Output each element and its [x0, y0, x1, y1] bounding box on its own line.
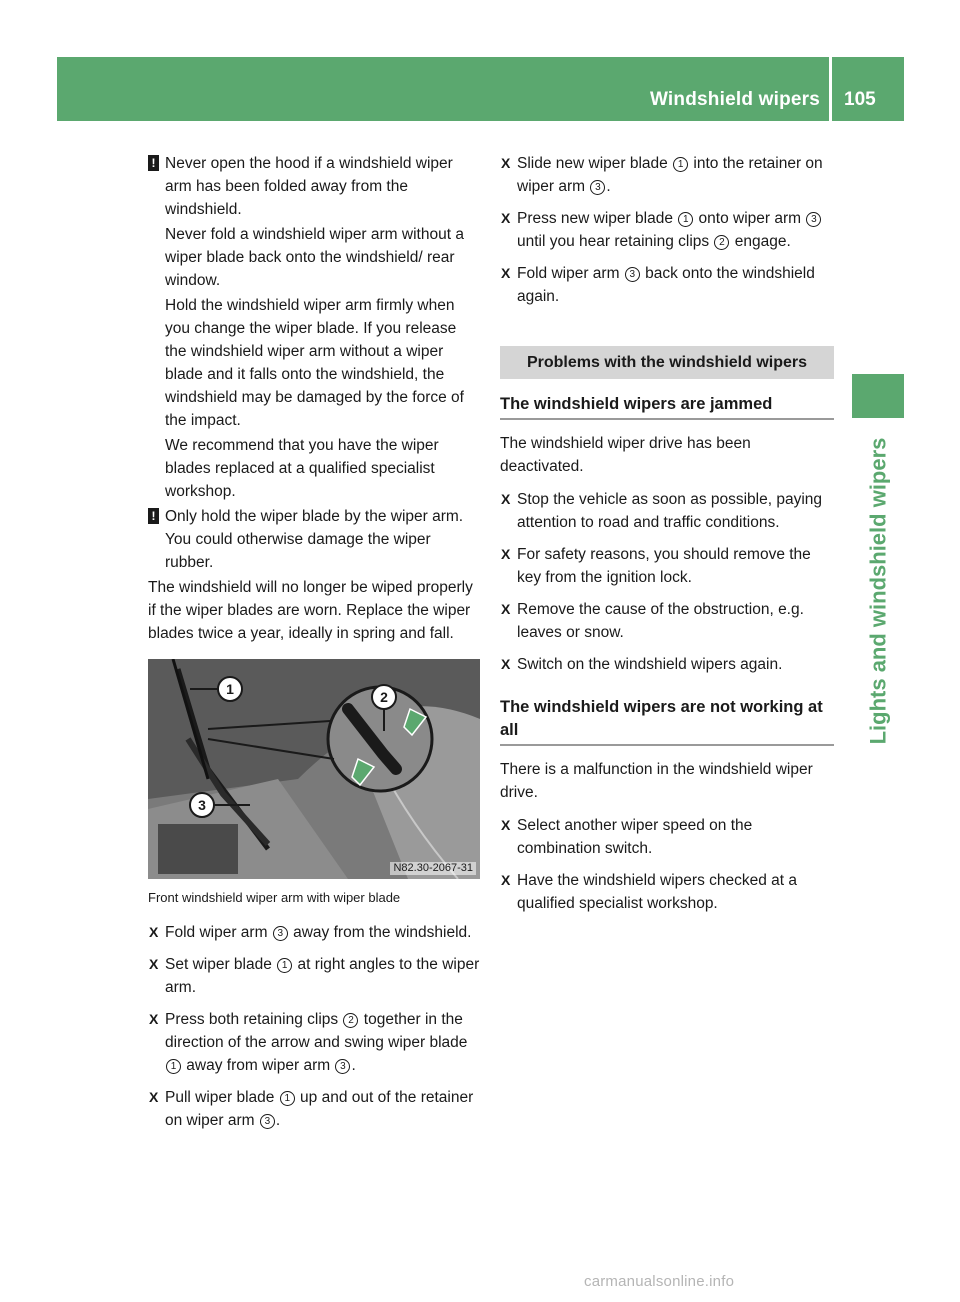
- reference-number: 1: [673, 157, 688, 172]
- step-text: away from the windshield.: [288, 924, 472, 941]
- step-marker-icon: X: [501, 872, 511, 888]
- right-column: [500, 152, 834, 924]
- step-text: Press both retaining clips: [165, 1011, 343, 1028]
- reference-number: 3: [260, 1114, 275, 1129]
- step-marker-icon: X: [501, 601, 511, 617]
- subsection-title: The windshield wipers are jammed: [500, 393, 834, 420]
- reference-number: 3: [335, 1059, 350, 1074]
- step-marker-icon: X: [149, 956, 159, 972]
- instruction-list: [500, 488, 834, 676]
- step-marker-icon: X: [501, 817, 511, 833]
- instruction-list: [500, 814, 834, 915]
- instruction-step: X Have the windshield wipers checked at a qualified specialist workshop.: [500, 869, 834, 915]
- step-marker-icon: X: [501, 656, 511, 672]
- instruction-list: [500, 152, 834, 308]
- body-paragraph: The windshield will no longer be wiped properly if the wiper blades are worn. Replace the wiper blades twice a year, ideally in spring and fall.: [148, 579, 473, 642]
- wiper-figure: [148, 659, 480, 879]
- instruction-step: [500, 262, 834, 308]
- body-paragraph: The windshield wiper drive has been deactivated.: [500, 435, 751, 475]
- step-text: into the retainer on wiper arm: [517, 155, 823, 195]
- step-text: Fold wiper arm: [165, 924, 272, 941]
- step-marker-icon: X: [149, 1011, 159, 1027]
- warning-text: Never fold a windshield wiper arm without a wiper blade back onto the windshield/ rear window.: [165, 226, 464, 289]
- instruction-step: X Stop the vehicle as soon as possible, paying attention to road and traffic conditions.: [500, 488, 834, 534]
- step-text: .: [606, 178, 611, 195]
- warning-icon: !: [148, 155, 159, 171]
- step-text: Fold wiper arm: [517, 265, 624, 282]
- step-marker-icon: X: [501, 491, 511, 507]
- step-text: onto wiper arm: [694, 210, 806, 227]
- page-number: 105: [844, 89, 876, 110]
- side-chapter-label: Lights and windshield wipers: [865, 437, 891, 745]
- callout-1: 1: [226, 681, 234, 697]
- step-marker-icon: X: [501, 546, 511, 562]
- instruction-step: X Select another wiper speed on the combination switch.: [500, 814, 834, 860]
- step-text: at right angles to the wiper arm.: [165, 956, 480, 996]
- instruction-list: [148, 921, 482, 1132]
- reference-number: 3: [590, 180, 605, 195]
- warning-text: Hold the windshield wiper arm firmly when you change the wiper blade. If you release the windshield wiper arm without a wiper blade and it falls onto the windshield, the windshield may be damaged by the force of the impact.: [165, 297, 464, 429]
- warning-text: Only hold the wiper blade by the wiper arm. You could otherwise damage the wiper rubber.: [165, 508, 464, 571]
- callout-2: 2: [380, 689, 388, 705]
- wiper-illustration: [148, 659, 480, 879]
- reference-number: 3: [806, 212, 821, 227]
- instruction-step: [148, 1086, 482, 1132]
- step-text: away from wiper arm: [182, 1057, 335, 1074]
- reference-number: 1: [166, 1059, 181, 1074]
- instruction-step: [148, 953, 482, 999]
- figure-code: N82.30-2067-31: [390, 862, 476, 875]
- step-marker-icon: X: [149, 924, 159, 940]
- step-marker-icon: X: [501, 210, 511, 226]
- reference-number: 1: [277, 958, 292, 973]
- body-paragraph: There is a malfunction in the windshield wiper drive.: [500, 761, 813, 801]
- step-text: engage.: [730, 233, 791, 250]
- instruction-step: [148, 1008, 482, 1077]
- reference-number: 2: [714, 235, 729, 250]
- reference-number: 1: [280, 1091, 295, 1106]
- warning-text: Never open the hood if a windshield wiper arm has been folded away from the windshield.: [165, 155, 453, 218]
- callout-3: 3: [198, 797, 206, 813]
- instruction-step: X For safety reasons, you should remove the key from the ignition lock.: [500, 543, 834, 589]
- instruction-step: X Switch on the windshield wipers again.: [500, 653, 834, 676]
- warning-block: [148, 505, 482, 574]
- step-text: up and out of the retainer on wiper arm: [165, 1089, 474, 1129]
- page-title: Windshield wipers: [649, 89, 820, 110]
- step-text: Slide new wiper blade: [517, 155, 673, 172]
- step-text: .: [275, 1112, 281, 1129]
- reference-number: 2: [343, 1013, 358, 1028]
- watermark: carmanualsonline.info: [584, 1273, 735, 1290]
- step-text: Press new wiper blade: [517, 210, 678, 227]
- step-text: Set wiper blade: [165, 956, 277, 973]
- reference-number: 1: [678, 212, 693, 227]
- warning-block: [148, 152, 482, 503]
- step-marker-icon: X: [149, 1089, 159, 1105]
- step-text: Pull wiper blade: [165, 1089, 279, 1106]
- instruction-step: [148, 921, 482, 944]
- instruction-step: X Remove the cause of the obstruction, e.g. leaves or snow.: [500, 598, 834, 644]
- step-text: until you hear retaining clips: [517, 233, 714, 250]
- step-text: .: [351, 1057, 356, 1074]
- warning-icon: !: [148, 508, 159, 524]
- subsection-title: The windshield wipers are not working at all: [500, 696, 834, 746]
- figure-caption: Front windshield wiper arm with wiper blade: [148, 890, 401, 905]
- step-marker-icon: X: [501, 265, 511, 281]
- step-marker-icon: X: [501, 155, 511, 171]
- step-text: together in the direction of the arrow and swing wiper blade: [165, 1011, 468, 1051]
- warning-text: We recommend that you have the wiper blades replaced at a qualified specialist workshop.: [165, 437, 439, 500]
- side-tab: [852, 374, 904, 418]
- step-text: back onto the windshield again.: [517, 265, 815, 305]
- instruction-step: [500, 207, 834, 253]
- reference-number: 3: [273, 926, 288, 941]
- section-title: Problems with the windshield wipers: [500, 346, 834, 379]
- left-column: [148, 152, 482, 1141]
- header-separator: [829, 57, 832, 121]
- instruction-step: [500, 152, 834, 198]
- reference-number: 3: [625, 267, 640, 282]
